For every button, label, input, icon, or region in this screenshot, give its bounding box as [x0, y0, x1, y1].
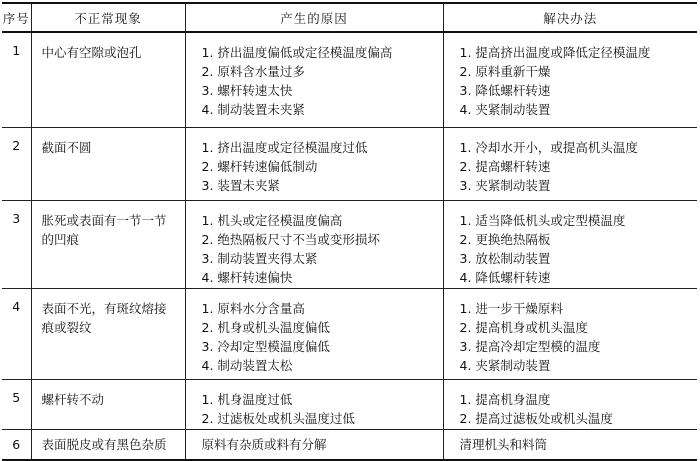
solution-cell [443, 32, 697, 127]
solution-item: 2. 提高机身或机头温度 [459, 319, 588, 335]
header-no: 序号 [2, 3, 31, 32]
troubleshooting-table [2, 2, 697, 461]
phenomenon-cell: 表面不光，有斑纹熔接痕或裂纹 [31, 288, 185, 379]
cause-item: 2. 机身或机头温度偏低 [201, 319, 330, 335]
row-number: 2 [2, 127, 31, 200]
solution-item: 3. 放松制动装置 [459, 250, 551, 266]
cause-cell [185, 200, 443, 288]
header-cause: 产生的原因 [185, 3, 443, 32]
solution-item: 1. 适当降低机头或定型模温度 [459, 212, 626, 228]
table-header [2, 3, 697, 32]
table-row [2, 429, 697, 460]
solution-item: 1. 进一步干燥原料 [459, 300, 563, 316]
solution-item: 1. 冷却水开小，或提高机头温度 [459, 139, 638, 155]
table-row [2, 379, 697, 429]
cause-cell [185, 379, 443, 429]
cause-item: 3. 制动装置夹得太紧 [201, 250, 318, 266]
solution-item: 4. 夹紧制动装置 [459, 102, 551, 117]
solution-item: 4. 降低螺杆转速 [459, 269, 551, 285]
solution-item: 1. 提高机身温度 [459, 391, 551, 407]
row-number: 4 [2, 288, 31, 379]
cause-item: 1. 机身温度过低 [201, 391, 293, 407]
cause-cell [185, 32, 443, 127]
cause-item: 原料有杂质或料有分解 [201, 436, 327, 452]
solution-cell [443, 127, 697, 200]
cause-item: 3. 螺杆转速太快 [201, 83, 293, 98]
cause-item: 3. 冷却定型模温度偏低 [201, 338, 330, 354]
cause-item: 1. 机头或定径模温度偏高 [201, 212, 343, 228]
phenomenon-cell: 表面脱皮或有黑色杂质 [31, 429, 185, 460]
cause-item: 3. 装置未夹紧 [201, 177, 280, 193]
cause-cell [185, 288, 443, 379]
solution-cell [443, 429, 697, 460]
table-row [2, 32, 697, 127]
cause-item: 4. 制动装置太松 [201, 357, 293, 373]
table-row [2, 288, 697, 379]
row-number: 5 [2, 379, 31, 429]
table-row [2, 127, 697, 200]
phenomenon-cell: 截面不圆 [31, 127, 185, 200]
header-solution: 解决办法 [443, 3, 697, 32]
phenomenon-cell: 中心有空隙或泡孔 [31, 32, 185, 127]
cause-item: 2. 螺杆转速偏低制动 [201, 158, 318, 174]
cause-item: 2. 过滤板处或机头温度过低 [201, 410, 355, 426]
solution-item: 3. 夹紧制动装置 [459, 177, 551, 193]
solution-item: 3. 提高冷却定型模的温度 [459, 338, 601, 354]
phenomenon-cell: 螺杆转不动 [31, 379, 185, 429]
row-number: 1 [2, 32, 31, 127]
solution-item: 4. 夹紧制动装置 [459, 357, 551, 373]
cause-item: 4. 制动装置未夹紧 [201, 102, 305, 117]
solution-item: 2. 提高螺杆转速 [459, 158, 551, 174]
header-row [2, 3, 697, 32]
phenomenon-cell: 胀死或表面有一节一节的凹痕 [31, 200, 185, 288]
solution-cell [443, 379, 697, 429]
cause-item: 4. 螺杆转速偏快 [201, 269, 293, 285]
cause-item: 2. 绝热隔板尺寸不当或变形损坏 [201, 231, 380, 247]
cause-item: 1. 挤出温度偏低或定径模温度偏高 [201, 45, 393, 60]
header-phenomenon: 不正常现象 [31, 3, 185, 32]
cause-item: 1. 挤出温度或定径模温度过低 [201, 139, 368, 155]
solution-item: 清理机头和料筒 [459, 436, 548, 452]
solution-cell [443, 288, 697, 379]
solution-item: 1. 提高挤出温度或降低定径模温度 [459, 45, 651, 60]
solution-item: 2. 提高过滤板处或机头温度 [459, 410, 613, 426]
solution-cell [443, 200, 697, 288]
solution-item: 3. 降低螺杆转速 [459, 83, 551, 98]
row-number: 6 [2, 429, 31, 460]
cause-item: 1. 原料水分含量高 [201, 300, 305, 316]
row-number: 3 [2, 200, 31, 288]
cause-item: 2. 原料含水量过多 [201, 64, 305, 79]
cause-cell [185, 127, 443, 200]
cause-cell [185, 429, 443, 460]
solution-item: 2. 更换绝热隔板 [459, 231, 551, 247]
table-row [2, 200, 697, 288]
solution-item: 2. 原料重新干燥 [459, 64, 551, 79]
